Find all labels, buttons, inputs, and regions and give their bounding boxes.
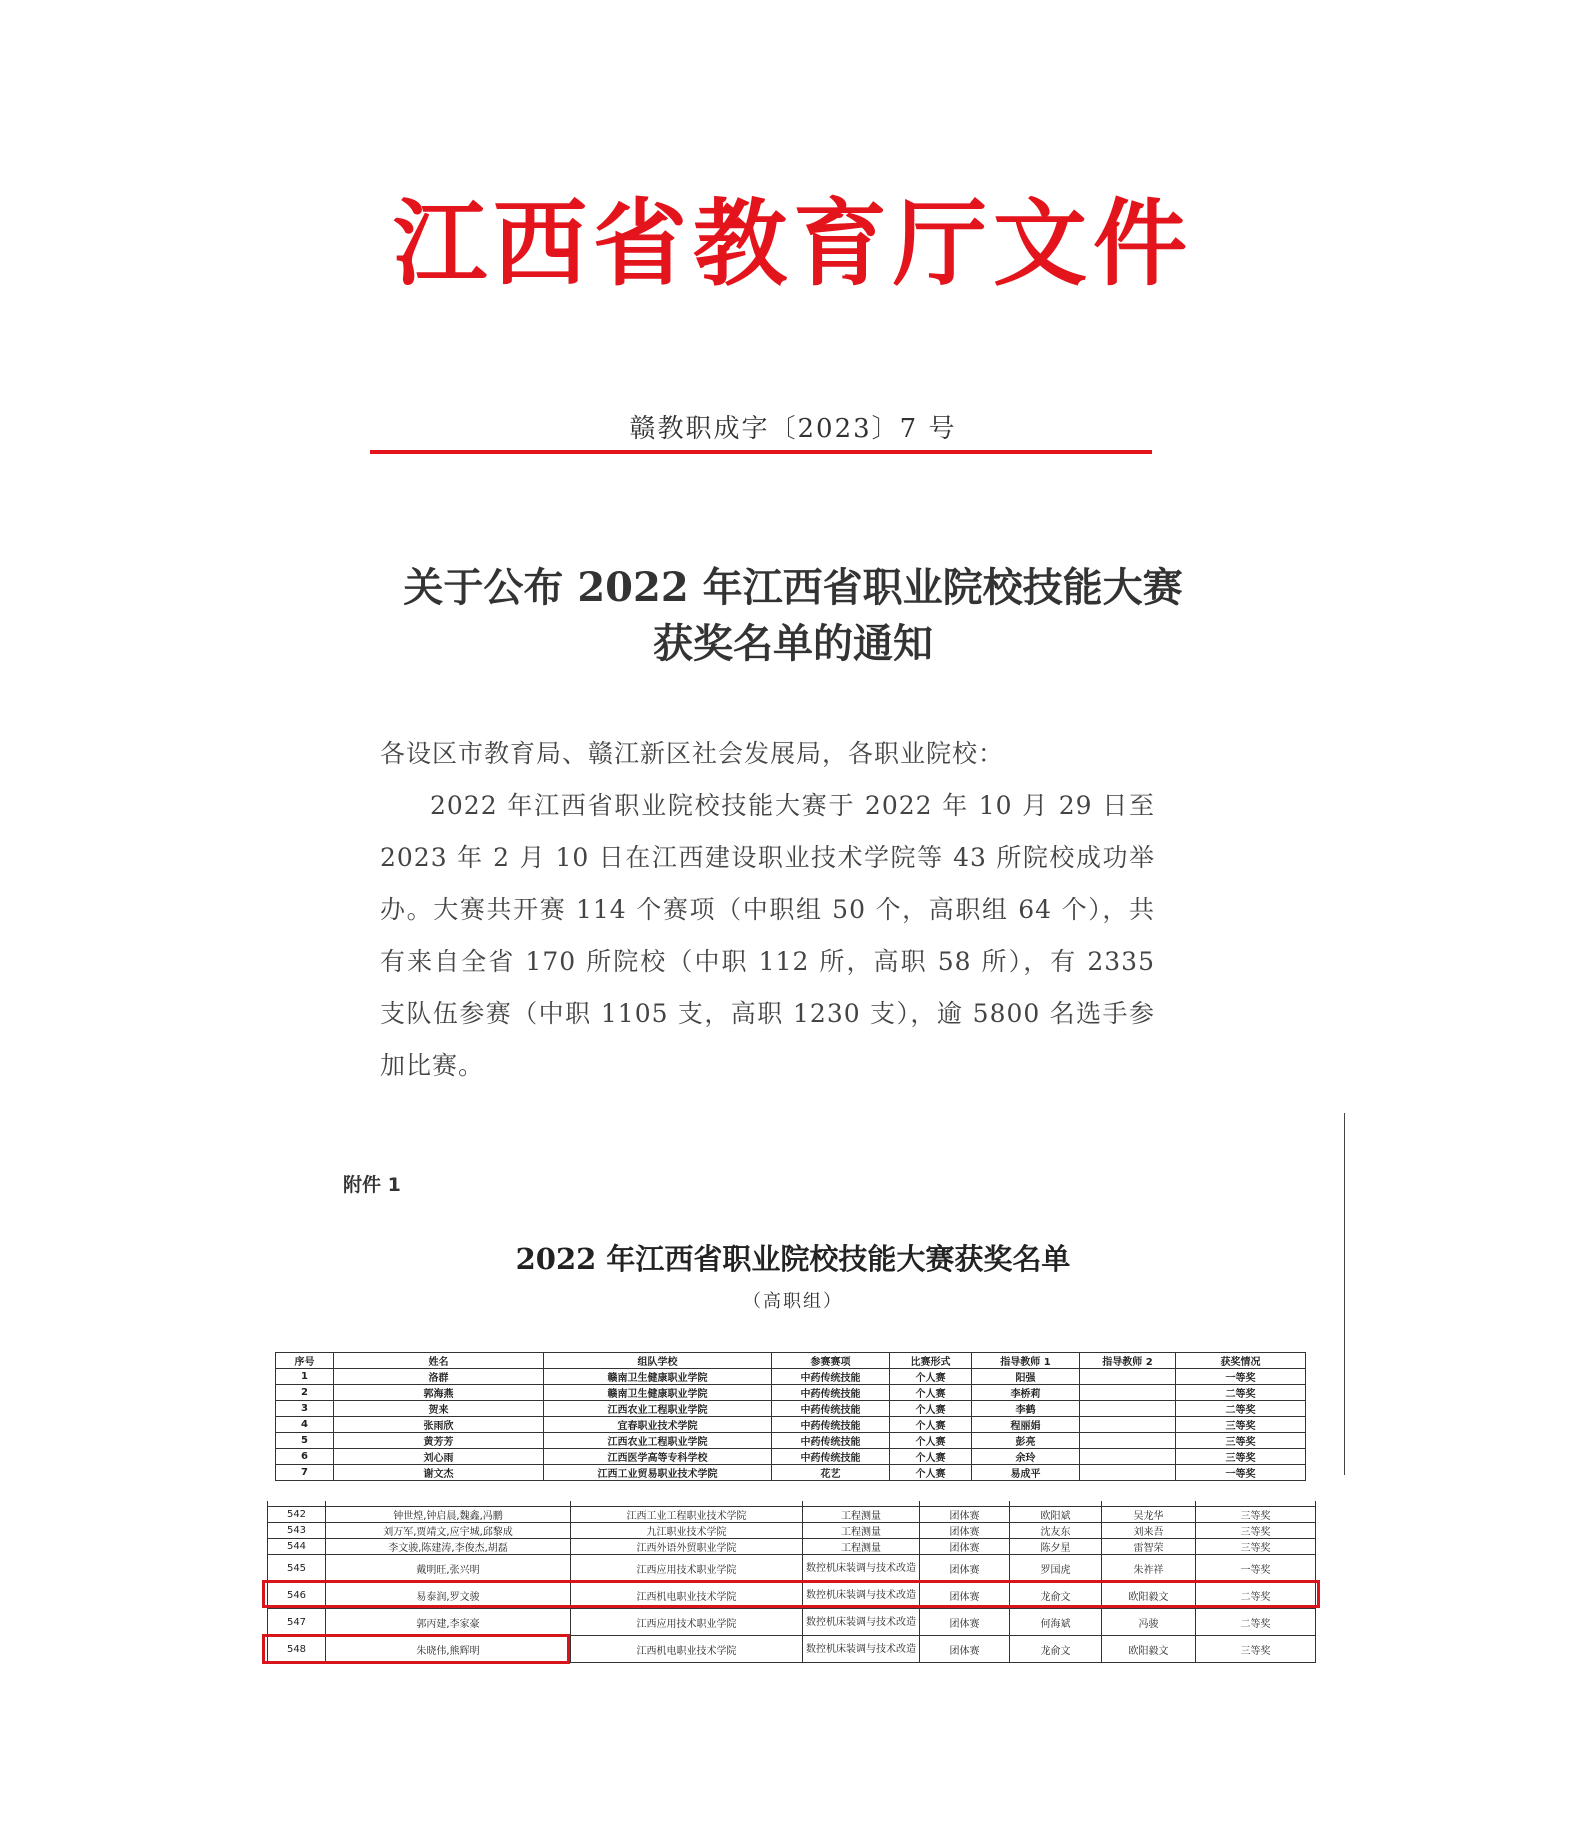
table-cell: 贺来: [334, 1401, 544, 1417]
table-cell: 三等奖: [1196, 1539, 1316, 1555]
notice-paragraph: 2022 年江西省职业院校技能大赛于 2022 年 10 月 29 日至 2023 年 2 月 10 日在江西建设职业技术学院等 43 所院校成功举办。大赛共开赛 114 个赛项（中职组 50 个，高职组 64 个），共有来自全省 170 所院校（中职 112 所，高职 58 所），有 2335 支队伍参赛（中职 1105 支，高职 1230 支），逾 5800 名选手参加比赛。: [380, 791, 1155, 1080]
table-cell: 中药传统技能: [772, 1401, 890, 1417]
table-cell: [1080, 1401, 1176, 1417]
table-cell: 雷智荣: [1102, 1539, 1196, 1555]
table-cell: 5: [276, 1433, 334, 1449]
table-cell: 544: [268, 1539, 326, 1555]
table-cell: 团体赛: [920, 1539, 1010, 1555]
table-cell: 6: [276, 1449, 334, 1465]
table-cell: 龙俞文: [1010, 1636, 1102, 1663]
table-cell: 刘来吾: [1102, 1523, 1196, 1539]
award-list-title: 2022 年江西省职业院校技能大赛获奖名单: [515, 1242, 1071, 1276]
table-cell: 个人赛: [890, 1385, 972, 1401]
table-cell: 2: [276, 1385, 334, 1401]
table-cell: 江西机电职业技术学院: [571, 1636, 803, 1663]
notice-body: [380, 728, 1155, 1092]
table-cell: 数控机床装调与技术改造: [803, 1582, 920, 1609]
table-cell: 工程测量: [803, 1523, 920, 1539]
table-cell: 中药传统技能: [772, 1449, 890, 1465]
table-cell: 戴明旺,张兴明: [326, 1555, 571, 1582]
table-cell: 江西工业贸易职业技术学院: [544, 1465, 772, 1481]
table-row: [276, 1465, 1306, 1481]
table-cell: 数控机床装调与技术改造: [803, 1609, 920, 1636]
table-cell: 钟世煌,钟启晨,魏鑫,冯鹏: [326, 1507, 571, 1523]
table-cell: 冯骏: [1102, 1609, 1196, 1636]
table-cell: 542: [268, 1507, 326, 1523]
table-cell: 团体赛: [920, 1636, 1010, 1663]
table-cell: 罗国虎: [1010, 1555, 1102, 1582]
award-table-top: [275, 1352, 1306, 1481]
table-row: [268, 1609, 1316, 1636]
table-cell: 赣南卫生健康职业学院: [544, 1369, 772, 1385]
table-cell: 三等奖: [1176, 1449, 1306, 1465]
table-cell: 团体赛: [920, 1523, 1010, 1539]
table-cell: 易成平: [972, 1465, 1080, 1481]
table-cell: 吴龙华: [1102, 1507, 1196, 1523]
table-cell: 数控机床装调与技术改造: [803, 1555, 920, 1582]
table-cell: 江西农业工程职业学院: [544, 1401, 772, 1417]
table-row: [268, 1555, 1316, 1582]
table-cell: 4: [276, 1417, 334, 1433]
table-cell: 黄芳芳: [334, 1433, 544, 1449]
table-cell: 易泰润,罗文骏: [326, 1582, 571, 1609]
table-cell: 547: [268, 1609, 326, 1636]
header-cell: 比赛形式: [890, 1353, 972, 1369]
table-row: [276, 1401, 1306, 1417]
table-row: [276, 1369, 1306, 1385]
table-cell: 花艺: [772, 1465, 890, 1481]
header-cell: 序号: [276, 1353, 334, 1369]
table-cell: 团体赛: [920, 1609, 1010, 1636]
table-row: [268, 1523, 1316, 1539]
table-row: [268, 1636, 1316, 1663]
table-cell: 江西工业工程职业技术学院: [571, 1507, 803, 1523]
table-cell: 二等奖: [1176, 1401, 1306, 1417]
notice-title: [0, 560, 1586, 672]
header-cell: 指导教师 1: [972, 1353, 1080, 1369]
table-cell: 一等奖: [1176, 1465, 1306, 1481]
table-cell: [1080, 1417, 1176, 1433]
table-cell: 朱祚祥: [1102, 1555, 1196, 1582]
table-cell: 7: [276, 1465, 334, 1481]
table-cell: 程丽娟: [972, 1417, 1080, 1433]
table-cell: 李鹤: [972, 1401, 1080, 1417]
table-cell: 中药传统技能: [772, 1433, 890, 1449]
table-cell: [1080, 1465, 1176, 1481]
table-cell: 江西外语外贸职业学院: [571, 1539, 803, 1555]
table-row: [268, 1582, 1316, 1609]
issuer-header: 江西省教育厅文件: [392, 189, 1193, 299]
table-cell: 个人赛: [890, 1401, 972, 1417]
table-cell: 沈友东: [1010, 1523, 1102, 1539]
table-cell: 江西医学高等专科学校: [544, 1449, 772, 1465]
table-cell: 彭亮: [972, 1433, 1080, 1449]
table-cell: 个人赛: [890, 1449, 972, 1465]
table-cell: 三等奖: [1176, 1433, 1306, 1449]
table-cell: 阳强: [972, 1369, 1080, 1385]
table-cell: 郭丙建,李家豪: [326, 1609, 571, 1636]
table-cell: 欧阳斌: [1010, 1507, 1102, 1523]
header-cell: 指导教师 2: [1080, 1353, 1176, 1369]
table-cell: 一等奖: [1196, 1555, 1316, 1582]
table-cell: [1080, 1385, 1176, 1401]
table-cell: 江西机电职业技术学院: [571, 1582, 803, 1609]
table-row: [276, 1433, 1306, 1449]
table-cell: 个人赛: [890, 1369, 972, 1385]
table-cell: 545: [268, 1555, 326, 1582]
table-row: [268, 1507, 1316, 1523]
table-cell: 三等奖: [1196, 1507, 1316, 1523]
table-cell: 谢文杰: [334, 1465, 544, 1481]
table-cell: 张雨欣: [334, 1417, 544, 1433]
notice-title-line-2: 获奖名单的通知: [653, 620, 933, 667]
table-cell: 二等奖: [1196, 1582, 1316, 1609]
table-cell: 江西应用技术职业学院: [571, 1609, 803, 1636]
table-row: [268, 1539, 1316, 1555]
table-cell: 郭海燕: [334, 1385, 544, 1401]
table-cell: 543: [268, 1523, 326, 1539]
table-cell: 何海斌: [1010, 1609, 1102, 1636]
table-cell: 三等奖: [1196, 1636, 1316, 1663]
table-row: [276, 1385, 1306, 1401]
table-cell: 546: [268, 1582, 326, 1609]
table-cell: [1080, 1433, 1176, 1449]
table-cell: 二等奖: [1176, 1385, 1306, 1401]
table-cell: 个人赛: [890, 1433, 972, 1449]
table-cell: 548: [268, 1636, 326, 1663]
table-cell: 宜春职业技术学院: [544, 1417, 772, 1433]
header-cell: 获奖情况: [1176, 1353, 1306, 1369]
table-cell: 三等奖: [1176, 1417, 1306, 1433]
table-cell: 中药传统技能: [772, 1417, 890, 1433]
table-row: [276, 1449, 1306, 1465]
award-list-subtitle: （高职组）: [743, 1291, 843, 1312]
table-cell: 1: [276, 1369, 334, 1385]
table-cell: 洛群: [334, 1369, 544, 1385]
addressee: 各设区市教育局、赣江新区社会发展局，各职业院校：: [380, 739, 1005, 768]
table-cell: 欧阳毅文: [1102, 1636, 1196, 1663]
document-number: 赣教职成字〔2023〕7 号: [629, 414, 957, 444]
table-cell: 工程测量: [803, 1539, 920, 1555]
table-cell: 中药传统技能: [772, 1385, 890, 1401]
table-cell: 工程测量: [803, 1507, 920, 1523]
notice-title-line-1: 关于公布 2022 年江西省职业院校技能大赛: [403, 564, 1183, 611]
table-cell: 九江职业技术学院: [571, 1523, 803, 1539]
table-cell: 朱晓伟,熊辉明: [326, 1636, 571, 1663]
table-cell: [1080, 1449, 1176, 1465]
table-cell: 一等奖: [1176, 1369, 1306, 1385]
table-row: [276, 1417, 1306, 1433]
table-cell: 数控机床装调与技术改造: [803, 1636, 920, 1663]
table-cell: 余玲: [972, 1449, 1080, 1465]
table-cell: 欧阳毅文: [1102, 1582, 1196, 1609]
header-divider: [370, 450, 1152, 454]
table-cell: 三等奖: [1196, 1523, 1316, 1539]
table-cell: 个人赛: [890, 1417, 972, 1433]
table-cell: 个人赛: [890, 1465, 972, 1481]
award-table-bottom: [267, 1501, 1316, 1663]
table-cell: 团体赛: [920, 1582, 1010, 1609]
header-cell: 姓名: [334, 1353, 544, 1369]
table-cell: 李桥莉: [972, 1385, 1080, 1401]
table-cell: 李文骏,陈建涛,李俊杰,胡磊: [326, 1539, 571, 1555]
table-cell: 团体赛: [920, 1507, 1010, 1523]
table-cell: 陈夕星: [1010, 1539, 1102, 1555]
table-cell: 赣南卫生健康职业学院: [544, 1385, 772, 1401]
table-cell: 中药传统技能: [772, 1369, 890, 1385]
table-cell: 3: [276, 1401, 334, 1417]
table-cell: [1080, 1369, 1176, 1385]
table-cell: 二等奖: [1196, 1609, 1316, 1636]
table-cell: 团体赛: [920, 1555, 1010, 1582]
table-cell: 江西应用技术职业学院: [571, 1555, 803, 1582]
table-cell: 刘心雨: [334, 1449, 544, 1465]
table-cell: 刘万军,贾靖文,应宇城,邱黎成: [326, 1523, 571, 1539]
table-cell: 江西农业工程职业学院: [544, 1433, 772, 1449]
table-cell: 龙俞文: [1010, 1582, 1102, 1609]
header-cell: 参赛赛项: [772, 1353, 890, 1369]
attachment-label: 附件 1: [343, 1174, 401, 1196]
header-cell: 组队学校: [544, 1353, 772, 1369]
table-header-row: [276, 1353, 1306, 1369]
